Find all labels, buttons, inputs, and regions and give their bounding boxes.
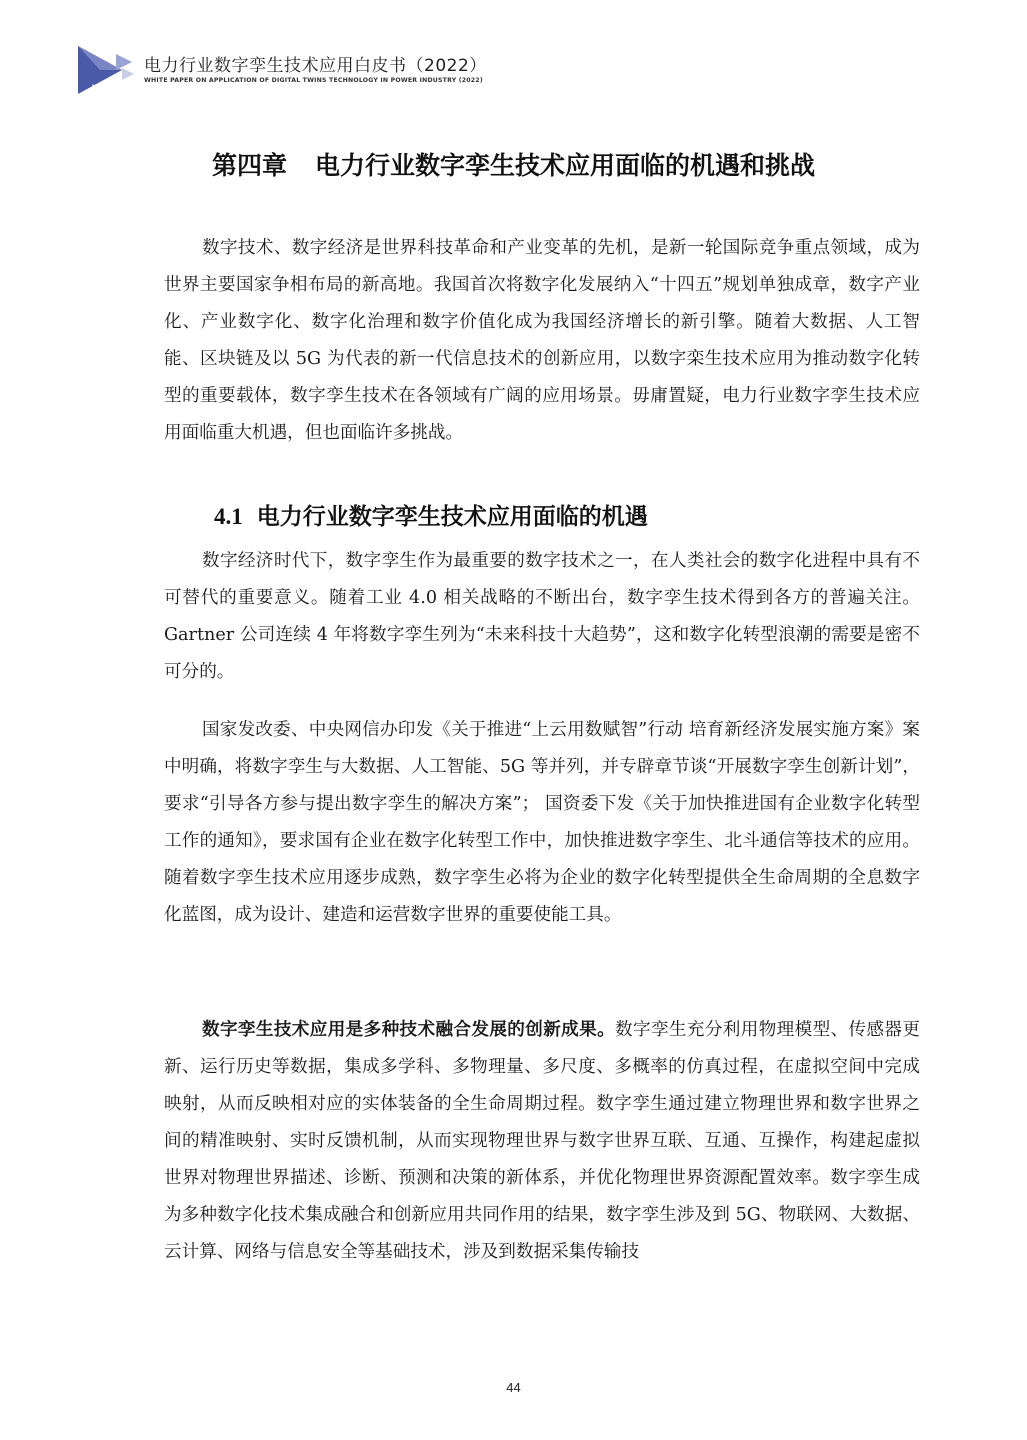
paragraph-text: 数字孪生充分利用物理模型、传感器更新、运行历史等数据，集成多学科、多物理量、多尺度、多概率的仿真过程，在虚拟空间中完成映射，从而反映相对应的实体装备的全生命周期过程。数字孪生通过建立物理世界和数字世界之间的精准映射、实时反馈机制，从而实现物理世界与数字世界互联、互通、互操作，构建起虚拟世界对物理世界描述、诊断、预测和决策的新体系，并优化物理世界资源配置效率。数字孪生成为多种数字化技术集成融合和创新应用共同作用的结果，数字孪生涉及到 5G、物联网、大数据、云计算、网络与信息安全等基础技术，涉及到数据采集传输技 xyxy=(164,1020,920,1262)
document-subtitle: WHITE PAPER ON APPLICATION OF DIGITAL TWINS TECHNOLOGY IN POWER INDUSTRY (2022) xyxy=(144,77,483,84)
logo-text: VPP xyxy=(92,83,111,93)
section-heading xyxy=(214,498,648,531)
body-paragraph-emphasis xyxy=(164,1011,920,1271)
body-paragraph: 国家发改委、中央网信办印发《关于推进“上云用数赋智”行动 培育新经济发展实施方案》案中明确，将数字孪生与大数据、人工智能、5G 等并列，并专辟章节谈“开展数字孪生创新计划”，要求“引导各方参与提出数字孪生的解决方案”； 国资委下发《关于加快推进国有企业数字化转型工作的通知》，要求国有企业在数字化转型工作中，加快推进数字孪生、北斗通信等技术的应用。随着数字孪生技术应用逐步成熟，数字孪生必将为企业的数字化转型提供全生命周期的全息数字化蓝图，成为设计、建造和运营数字世界的重要使能工具。 xyxy=(164,720,920,925)
chapter-title: 电力行业数字孪生技术应用面临的机遇和挑战 xyxy=(315,151,816,180)
section-number: 4.1 xyxy=(214,504,243,529)
paragraph-lead-bold: 数字孪生技术应用是多种技术融合发展的创新成果。 xyxy=(202,1019,616,1040)
intro-paragraph: 数字技术、数字经济是世界科技革命和产业变革的先机，是新一轮国际竞争重点领域，成为世界主要国家争相布局的新高地。我国首次将数字化发展纳入“十四五”规划单独成章，数字产业化、产业数字化、数字化治理和数字价值化成为我国经济增长的新引擎。随着大数据、人工智能、区块链及以 5G 为代表的新一代信息技术的创新应用，以数字栾生技术应用为推动数字化转型的重要载体，数字孪生技术在各领域有广阔的应用场景。毋庸置疑，电力行业数字孪生技术应用面临重大机遇，但也面临许多挑战。 xyxy=(164,238,920,443)
play-triangle-logo-icon xyxy=(76,44,136,96)
page-number: 44 xyxy=(506,1380,521,1395)
chapter-number: 第四章 xyxy=(211,151,287,180)
document-title: 电力行业数字孪生技术应用白皮书（2022） xyxy=(144,56,487,76)
section-title: 电力行业数字孪生技术应用面临的机遇 xyxy=(256,504,648,530)
chapter-heading xyxy=(0,146,1027,182)
page-header xyxy=(76,44,496,96)
body-paragraph: 数字经济时代下，数字孪生作为最重要的数字技术之一，在人类社会的数字化进程中具有不可替代的重要意义。随着工业 4.0 相关战略的不断出台，数字孪生技术得到各方的普遍关注。Gartner 公司连续 4 年将数字孪生列为“未来科技十大趋势”，这和数字化转型浪潮的需要是密不可分的。 xyxy=(164,551,920,682)
